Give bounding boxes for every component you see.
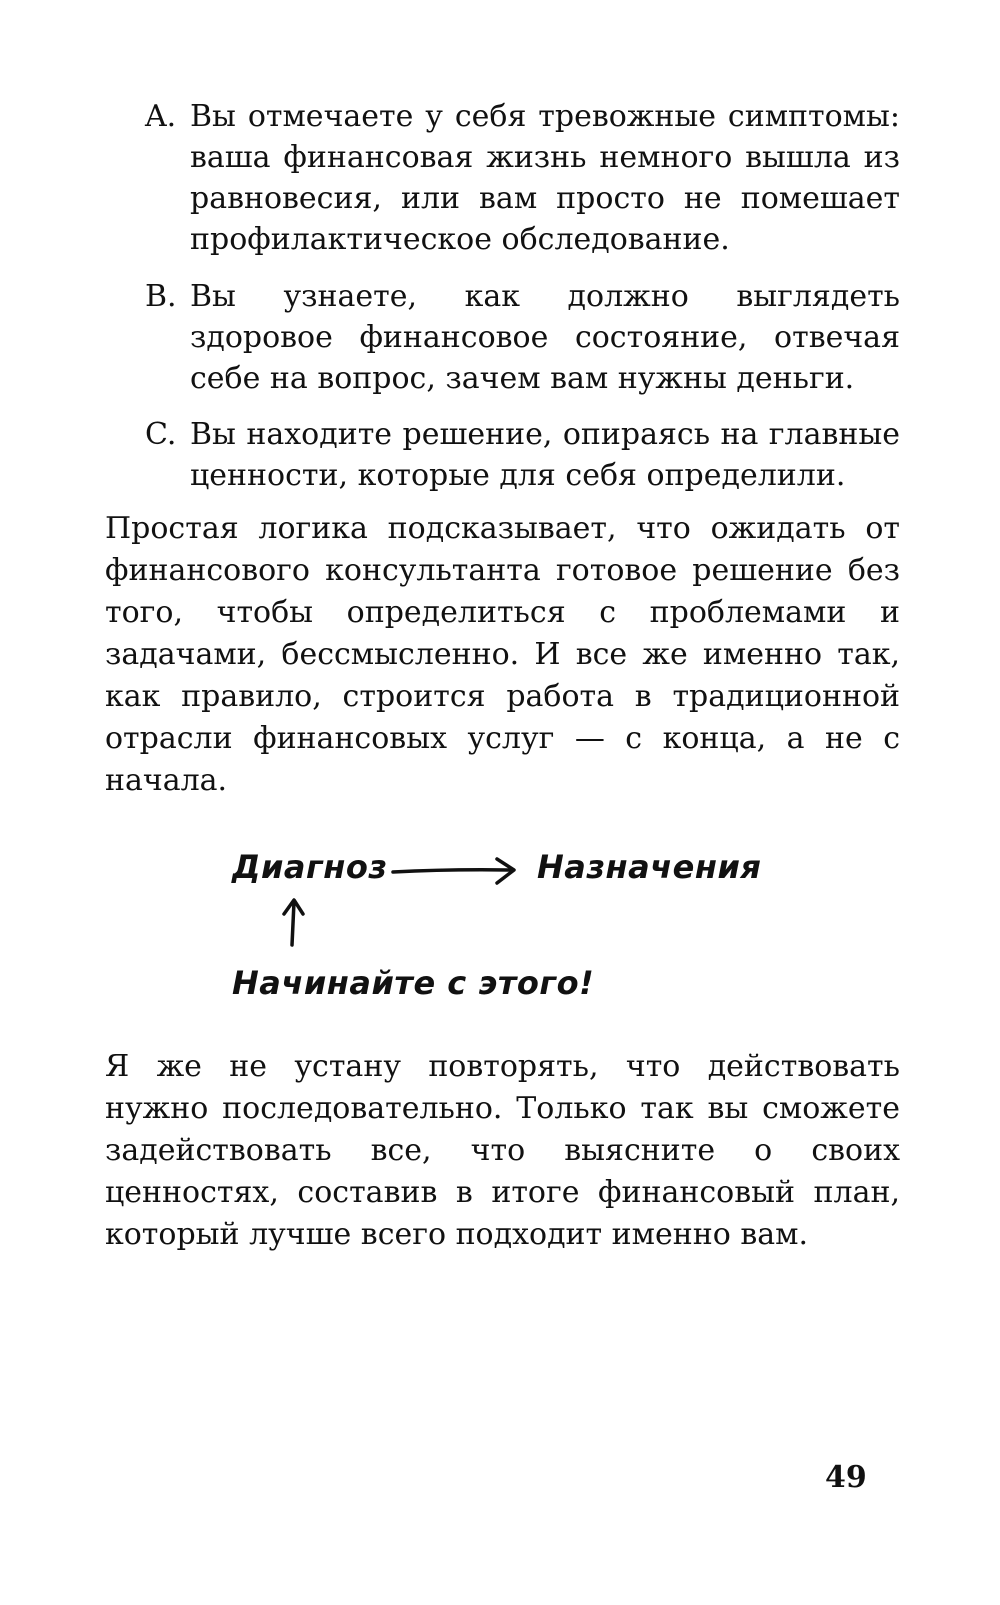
list-text: Вы находите решение, опираясь на главные ценности, которые для себя определили. [190,417,900,493]
up-arrow-icon [284,900,303,945]
diagram-label-prescriptions: Назначения [537,848,762,886]
list-marker: B. [145,279,177,314]
list-text: Вы узнаете, как должно выглядеть здоровое финансовое состояние, отвечая себе на вопрос, зачем вам нужны деньги. [190,279,900,396]
right-arrow-icon [393,859,514,883]
page-number: 49 [825,1460,867,1495]
diagram-label-diagnosis: Диагноз [232,848,388,886]
diagram-label-start-here: Начинайте с этого! [232,964,595,1002]
list-marker: A. [145,99,177,134]
paragraph-2 [105,1046,900,1256]
paragraph-text: Простая логика подсказывает, что ожидать от финансового консультанта готовое решение без того, чтобы определиться с проблемами и задачами, бессмысленно. И все же именно так, как правило, строится работа в традиционной отрасли финансовых услуг — с конца, а не с начала. [105,511,900,798]
list-text: Вы отмечаете у себя тревожные симптомы: ваша финансовая жизнь немного вышла из равновесия, или вам просто не помешает профилактическое обследование. [190,99,900,257]
paragraph-text: Я же не устану повторять, что действовать нужно последовательно. Только так вы сможете задействовать все, что выясните о своих ценностях, составив в итоге финансовый план, который лучше всего подходит именно вам. [105,1049,900,1252]
list-marker: C. [145,417,177,452]
